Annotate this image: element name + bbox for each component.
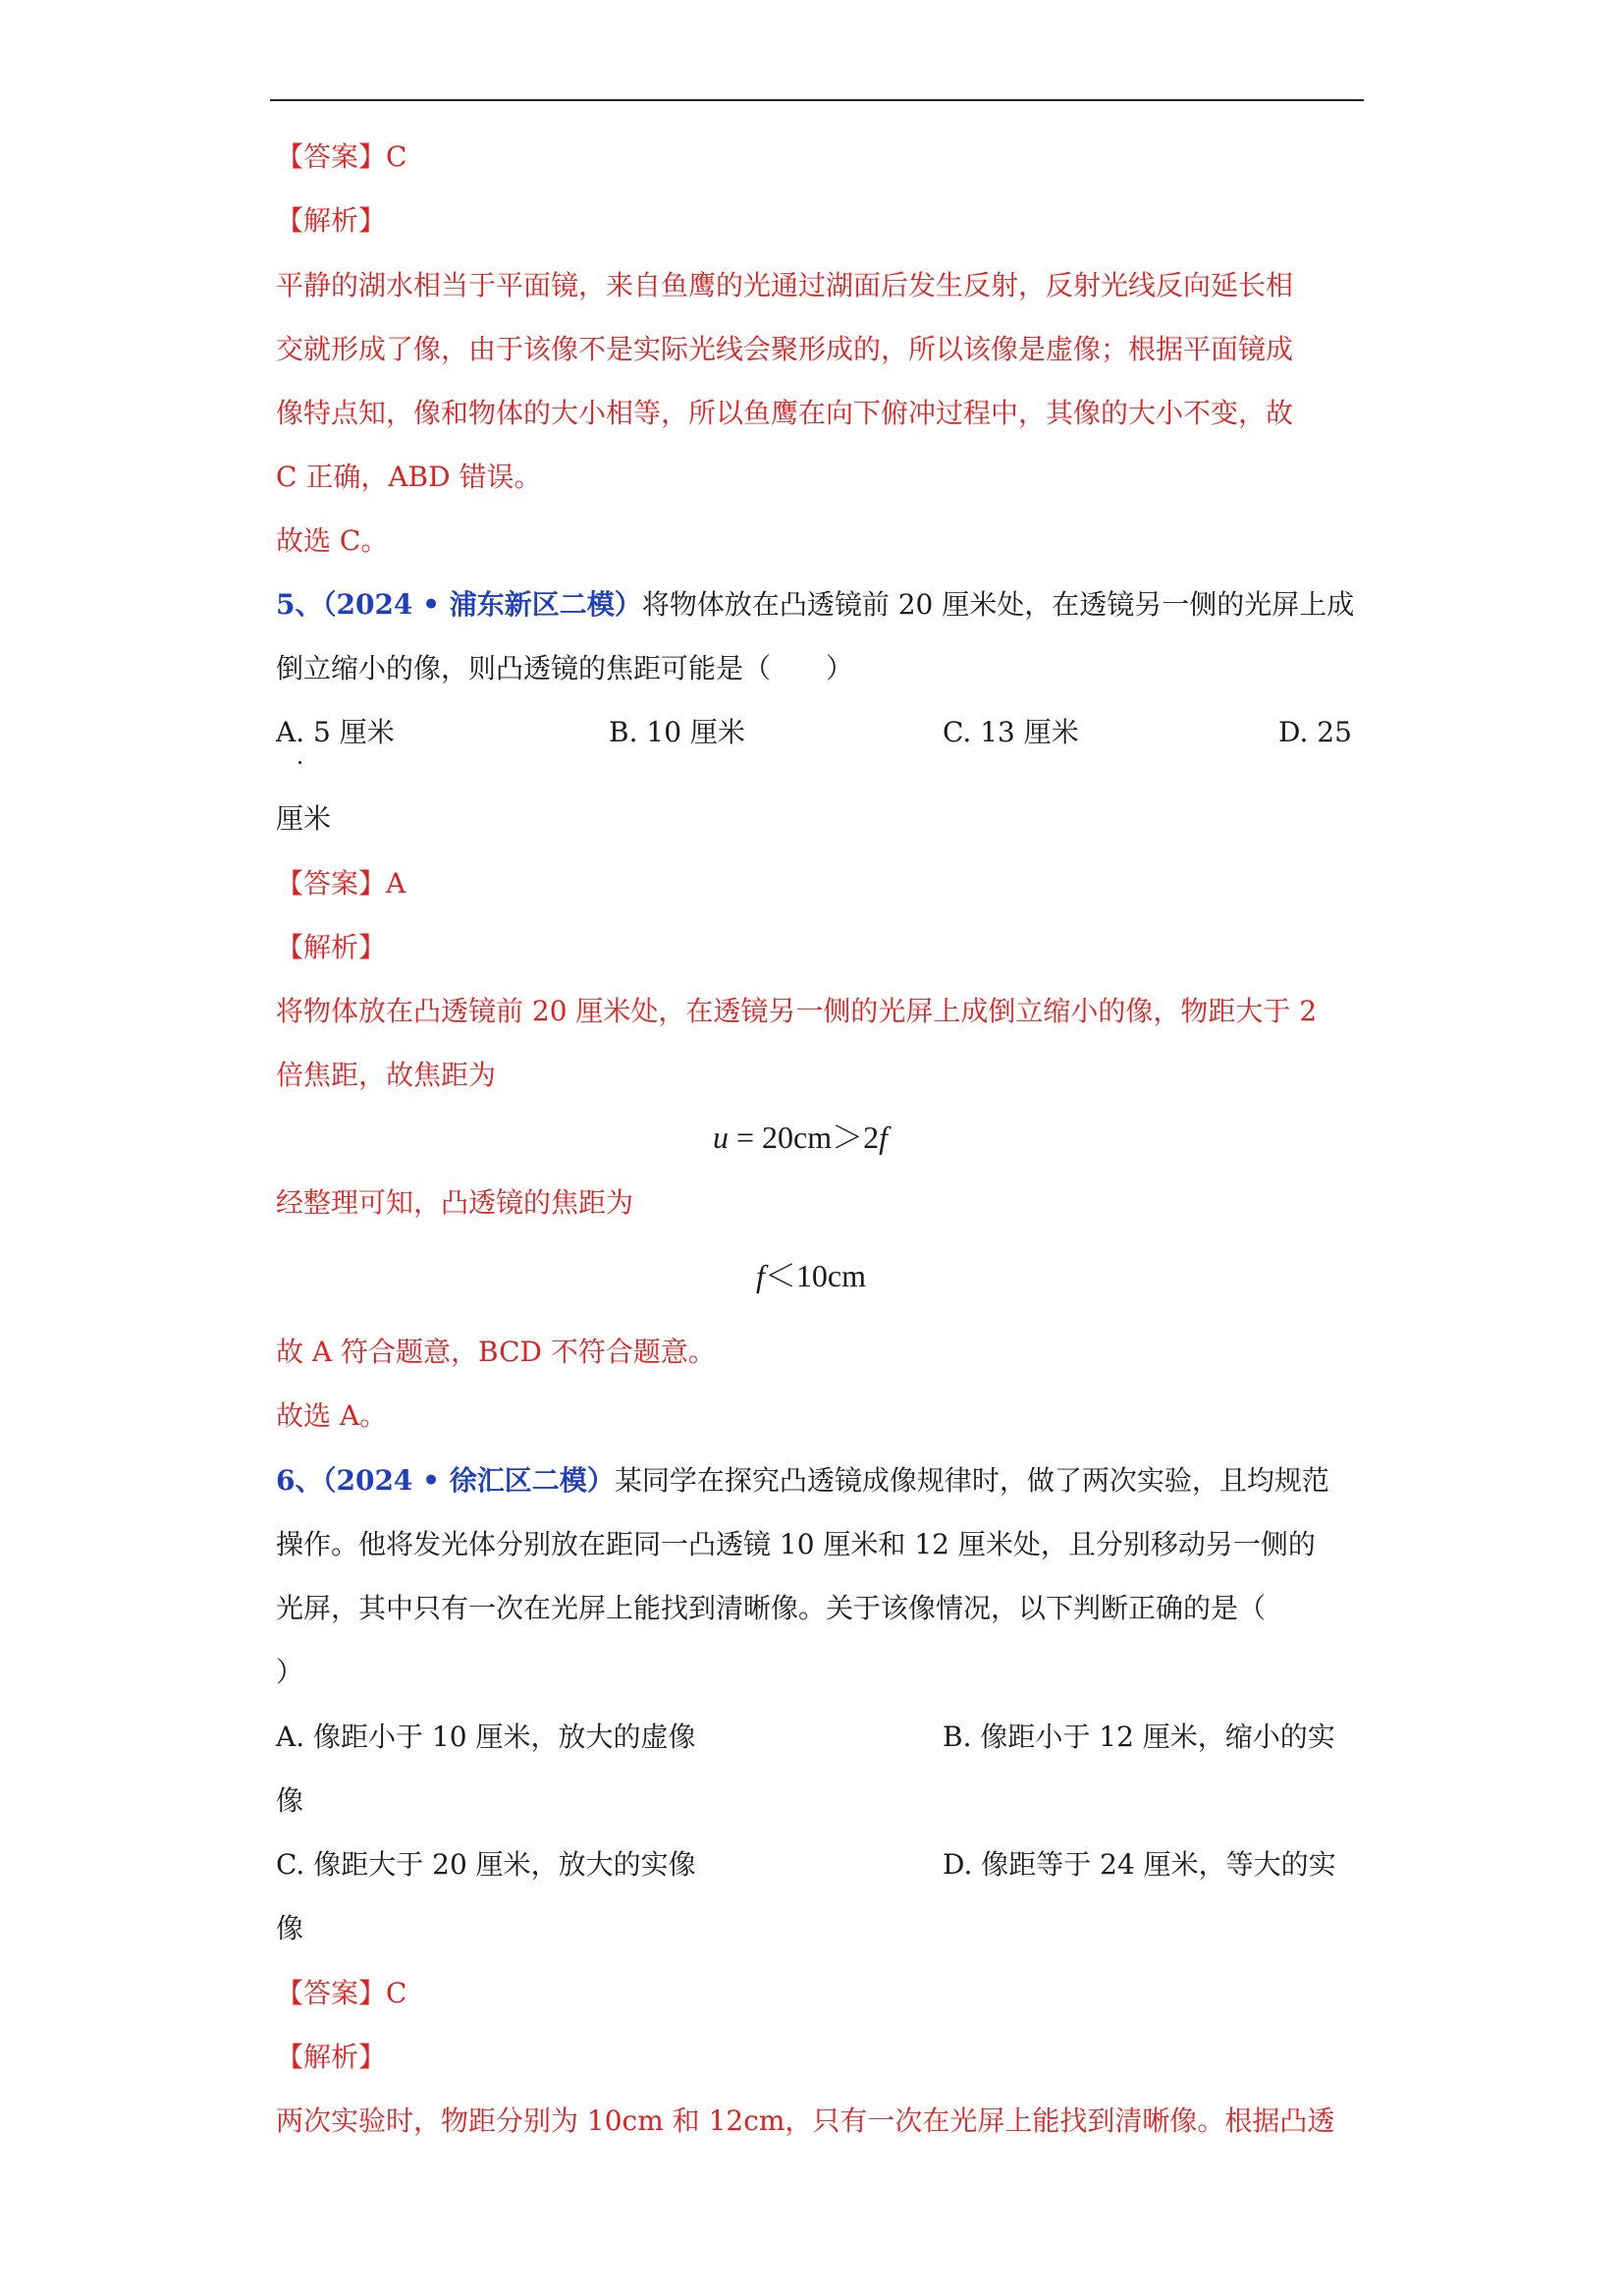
question-6-stem <box>276 1464 1329 1497</box>
analysis-text-line: C 正确，ABD 错误。 <box>276 461 542 493</box>
option-b-wrap: 像 <box>276 1784 304 1817</box>
answer-value: A <box>386 867 406 900</box>
question-source: 5、（2024 • 浦东新区二模） <box>276 588 642 621</box>
option-b: B. 10 厘米 <box>609 716 745 748</box>
formula-var: u <box>713 1120 729 1155</box>
option-d: D. 像距等于 24 厘米，等大的实 <box>943 1848 1336 1881</box>
stray-dot <box>298 761 301 764</box>
question-5-stem <box>276 588 1355 621</box>
formula-var: f <box>879 1120 889 1155</box>
formula-f-less-10 <box>756 1260 866 1291</box>
analysis-text-line: 两次实验时，物距分别为 10cm 和 12cm，只有一次在光屏上能找到清晰像。根据凸透 <box>276 2105 1335 2137</box>
conclusion-text: 故选 A。 <box>276 1399 388 1432</box>
answer-value: C <box>386 1977 407 2009</box>
option-b: B. 像距小于 12 厘米，缩小的实 <box>943 1721 1335 1753</box>
analysis-text-line: 平静的湖水相当于平面镜，来自鱼鹰的光通过湖面后发生反射，反射光线反向延长相 <box>276 269 1294 301</box>
answer-line <box>276 1977 407 2009</box>
option-d-wrap: 厘米 <box>276 802 332 835</box>
answer-label: 【答案】 <box>276 1977 387 2009</box>
answer-label: 【答案】 <box>276 140 387 173</box>
analysis-label: 【解析】 <box>276 931 387 963</box>
formula-u-greater-2f <box>713 1121 888 1153</box>
answer-line <box>276 140 407 173</box>
question-text: ） <box>276 1656 304 1688</box>
analysis-text-line: 经整理可知，凸透镜的焦距为 <box>276 1186 634 1219</box>
analysis-text-line: 像特点知，像和物体的大小相等，所以鱼鹰在向下俯冲过程中，其像的大小不变，故 <box>276 397 1294 429</box>
option-c: C. 像距大于 20 厘米，放大的实像 <box>276 1848 696 1881</box>
answer-label: 【答案】 <box>276 867 387 900</box>
analysis-text-line: 故 A 符合题意，BCD 不符合题意。 <box>276 1336 716 1368</box>
question-text: 倒立缩小的像，则凸透镜的焦距可能是（ ） <box>276 652 854 684</box>
answer-value: C <box>386 140 407 173</box>
header-rule <box>270 99 1364 101</box>
question-text: 光屏，其中只有一次在光屏上能找到清晰像。关于该像情况，以下判断正确的是（ <box>276 1592 1267 1624</box>
analysis-text-line: 倍焦距，故焦距为 <box>276 1059 497 1091</box>
conclusion-text: 故选 C。 <box>276 524 389 557</box>
analysis-label: 【解析】 <box>276 204 387 237</box>
analysis-text-line: 将物体放在凸透镜前 20 厘米处，在透镜另一侧的光屏上成倒立缩小的像，物距大于 2 <box>276 995 1318 1027</box>
formula-var: f <box>756 1258 765 1293</box>
formula-body: = 20cm＞2 <box>729 1120 880 1155</box>
answer-line <box>276 867 406 900</box>
analysis-text-line: 交就形成了像，由于该像不是实际光线会聚形成的，所以该像是虚像；根据平面镜成 <box>276 333 1294 365</box>
option-c: C. 13 厘米 <box>943 716 1079 748</box>
question-text: 操作。他将发光体分别放在距同一凸透镜 10 厘米和 12 厘米处，且分别移动另一侧的 <box>276 1528 1316 1560</box>
option-a: A. 像距小于 10 厘米，放大的虚像 <box>276 1721 696 1753</box>
question-text: 某同学在探究凸透镜成像规律时，做了两次实验，且均规范 <box>614 1464 1329 1497</box>
option-d: D. 25 <box>1278 716 1352 748</box>
option-d-wrap: 像 <box>276 1912 304 1944</box>
question-text: 将物体放在凸透镜前 20 厘米处，在透镜另一侧的光屏上成 <box>641 588 1355 621</box>
question-source: 6、（2024 • 徐汇区二模） <box>276 1464 615 1497</box>
option-a: A. 5 厘米 <box>276 716 395 748</box>
formula-body: ＜10cm <box>764 1258 866 1293</box>
analysis-label: 【解析】 <box>276 2041 387 2073</box>
